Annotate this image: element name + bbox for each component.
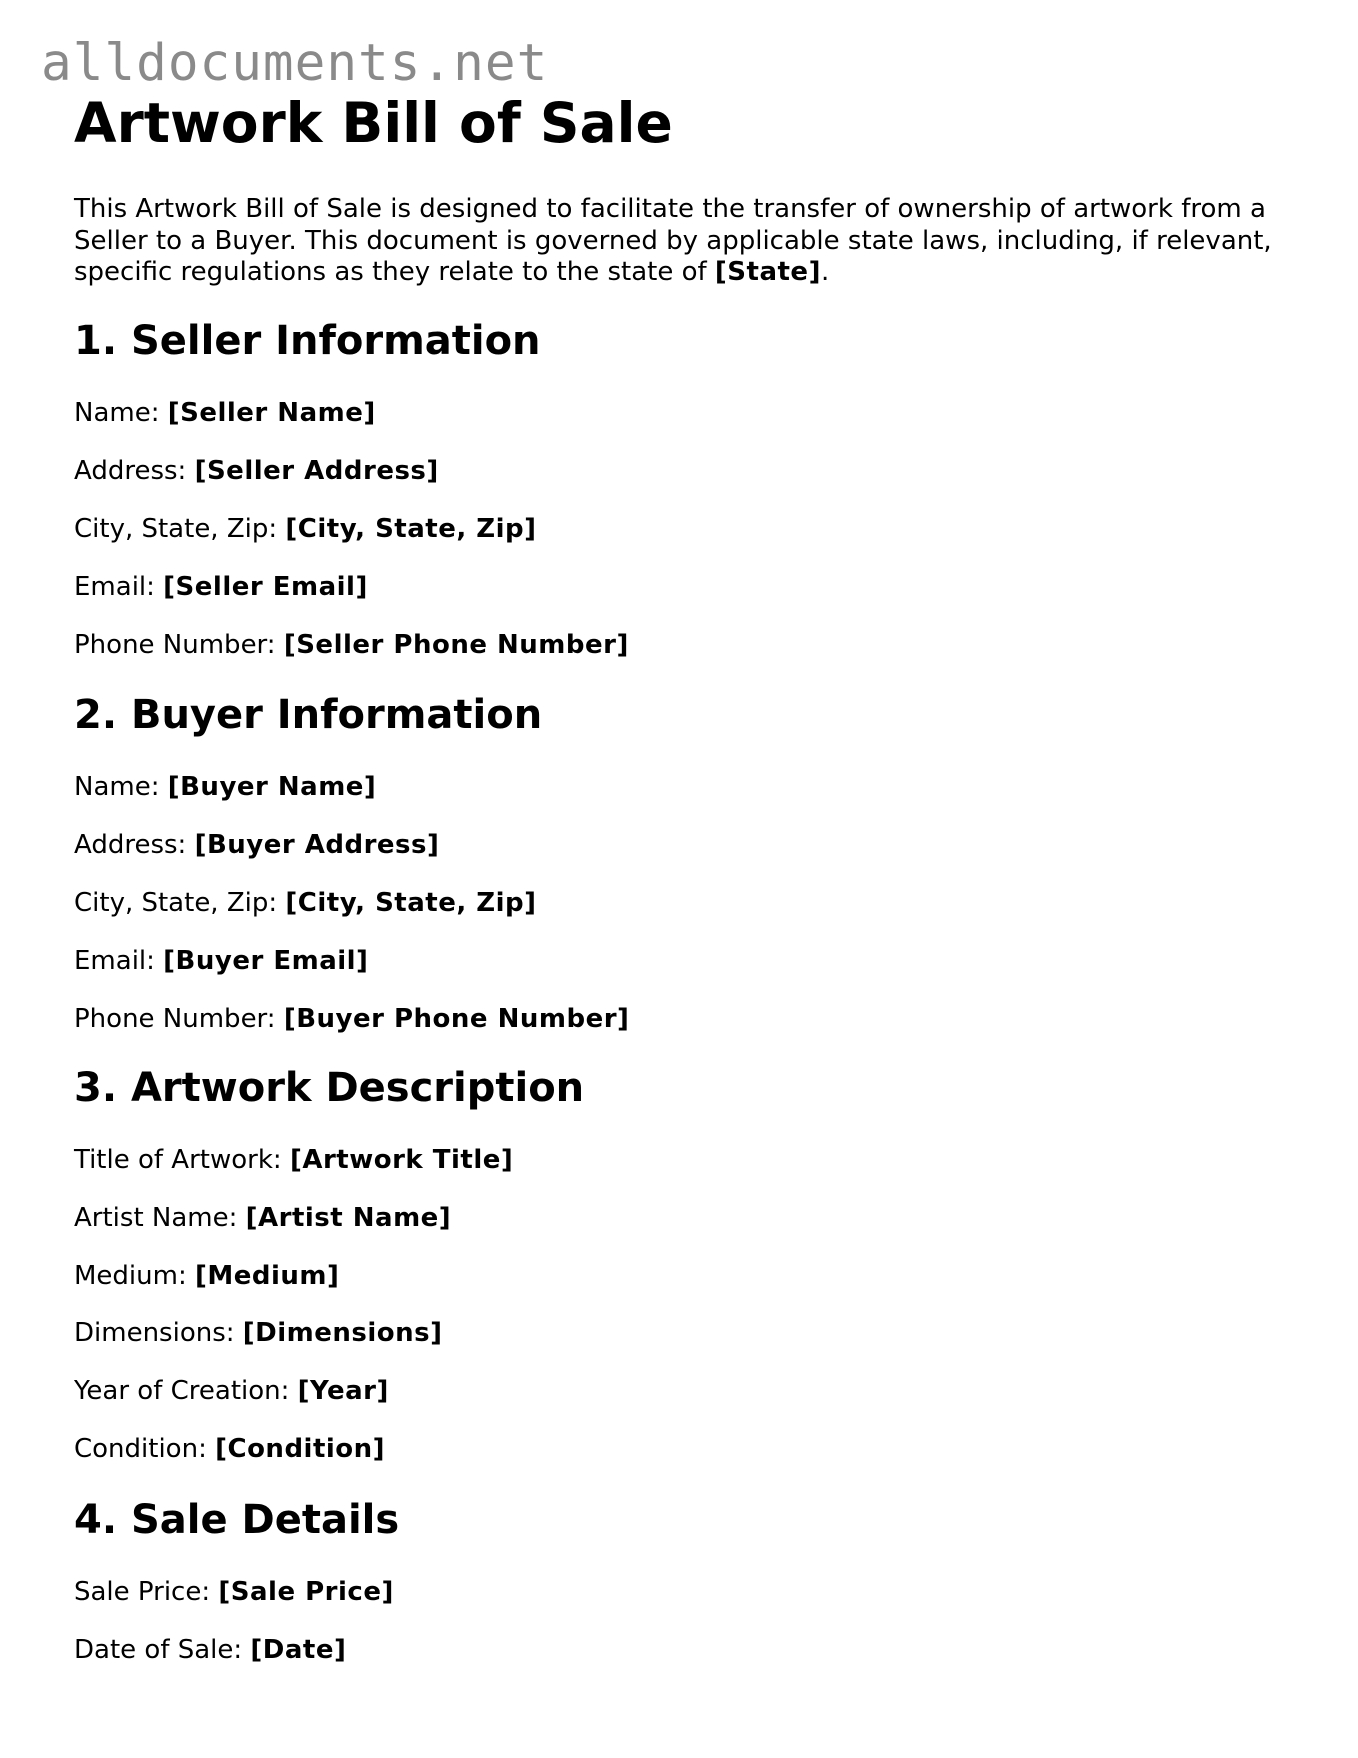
- section-heading-sale-details: 4. Sale Details: [74, 1497, 400, 1543]
- field-label: Name:: [74, 398, 160, 428]
- field-value: [Buyer Email]: [163, 946, 369, 976]
- intro-end: .: [820, 257, 830, 287]
- field-label: City, State, Zip:: [74, 888, 278, 918]
- field-value: [Seller Phone Number]: [283, 630, 629, 660]
- field-value: [Seller Email]: [163, 572, 368, 602]
- field-value: [Seller Name]: [167, 398, 376, 428]
- watermark: alldocuments.net: [41, 34, 549, 93]
- section-heading-artwork: 3. Artwork Description: [74, 1065, 585, 1111]
- field-label: Dimensions:: [74, 1318, 235, 1348]
- field-value: [Year]: [297, 1376, 389, 1406]
- field-label: Name:: [74, 772, 160, 802]
- field-label: Sale Price:: [74, 1577, 211, 1607]
- field-artwork-title: [74, 1145, 513, 1176]
- field-label: Email:: [74, 946, 155, 976]
- field-condition: [74, 1434, 385, 1465]
- field-buyer-phone: [74, 1004, 629, 1035]
- field-value: [Medium]: [195, 1261, 340, 1291]
- field-value: [City, State, Zip]: [285, 888, 537, 918]
- field-label: Medium:: [74, 1261, 187, 1291]
- field-label: Date of Sale:: [74, 1635, 243, 1665]
- field-date-of-sale: [74, 1635, 346, 1666]
- field-label: Phone Number:: [74, 1004, 276, 1034]
- field-buyer-address: [74, 830, 439, 861]
- field-label: Condition:: [74, 1434, 207, 1464]
- field-seller-phone: [74, 630, 629, 661]
- field-value: [City, State, Zip]: [285, 514, 537, 544]
- field-value: [Buyer Name]: [167, 772, 377, 802]
- intro-text: This Artwork Bill of Sale is designed to facilitate the transfer of ownership of artwork from a Seller to a Buyer. This document is governed by applicable state laws, including, if relevant, specific regulations as they relate to the state of: [74, 194, 1272, 287]
- field-artist-name: [74, 1203, 451, 1234]
- field-value: [Condition]: [215, 1434, 386, 1464]
- field-value: [Buyer Phone Number]: [283, 1004, 630, 1034]
- field-value: [Dimensions]: [242, 1318, 443, 1348]
- field-seller-name: [74, 398, 376, 429]
- state-placeholder: [State]: [714, 257, 821, 287]
- field-medium: [74, 1261, 339, 1292]
- field-buyer-email: [74, 946, 368, 977]
- field-label: Year of Creation:: [74, 1376, 290, 1406]
- field-label: Address:: [74, 830, 187, 860]
- field-year: [74, 1376, 389, 1407]
- field-sale-price: [74, 1577, 394, 1608]
- intro-paragraph: [74, 194, 1274, 289]
- field-label: Email:: [74, 572, 155, 602]
- field-value: [Buyer Address]: [194, 830, 440, 860]
- field-seller-email: [74, 572, 368, 603]
- section-heading-seller: 1. Seller Information: [74, 318, 541, 364]
- field-label: Address:: [74, 456, 187, 486]
- section-heading-buyer: 2. Buyer Information: [74, 692, 543, 738]
- field-value: [Seller Address]: [194, 456, 439, 486]
- field-value: [Artist Name]: [245, 1203, 452, 1233]
- field-label: City, State, Zip:: [74, 514, 278, 544]
- field-value: [Sale Price]: [218, 1577, 394, 1607]
- field-label: Phone Number:: [74, 630, 276, 660]
- field-value: [Artwork Title]: [289, 1145, 514, 1175]
- field-seller-city-state-zip: [74, 514, 537, 545]
- field-seller-address: [74, 456, 439, 487]
- document-title: Artwork Bill of Sale: [74, 91, 673, 155]
- field-dimensions: [74, 1318, 443, 1349]
- field-buyer-name: [74, 772, 376, 803]
- field-value: [Date]: [250, 1635, 347, 1665]
- field-label: Title of Artwork:: [74, 1145, 282, 1175]
- field-label: Artist Name:: [74, 1203, 238, 1233]
- field-buyer-city-state-zip: [74, 888, 537, 919]
